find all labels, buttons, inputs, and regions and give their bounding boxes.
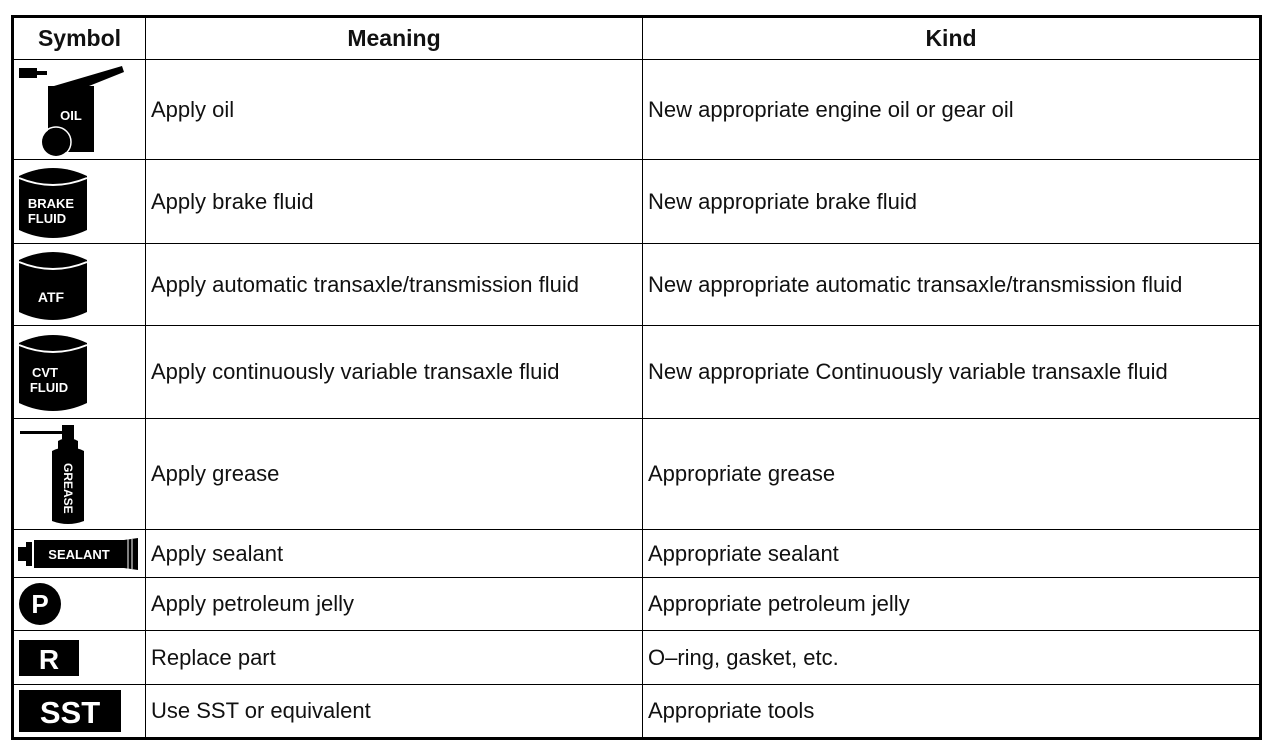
svg-text:P: P	[31, 589, 49, 619]
svg-text:CVT: CVT	[32, 365, 58, 380]
meaning-cell: Apply oil	[146, 60, 643, 160]
svg-text:ATF: ATF	[37, 288, 65, 305]
table-row	[13, 685, 1261, 739]
meaning-cell: Apply sealant	[146, 530, 643, 578]
table-row	[13, 631, 1261, 685]
svg-text:R: R	[38, 643, 60, 675]
kind-cell: Appropriate petroleum jelly	[643, 578, 1261, 631]
kind-cell: Appropriate grease	[643, 419, 1261, 530]
meaning-cell: Apply grease	[146, 419, 643, 530]
grease-spray-can-icon	[18, 421, 98, 527]
symbol-table	[11, 15, 1262, 740]
header-kind: Kind	[643, 17, 1261, 60]
symbol-cell	[13, 60, 146, 160]
replace-part-icon	[19, 638, 83, 678]
kind-cell: New appropriate automatic transaxle/transmission fluid	[643, 244, 1261, 326]
symbol-cell	[13, 419, 146, 530]
symbol-cell	[13, 578, 146, 631]
svg-text:FLUID: FLUID	[29, 380, 69, 395]
kind-cell: New appropriate brake fluid	[643, 160, 1261, 244]
symbol-cell	[13, 685, 146, 739]
svg-text:BRAKE: BRAKE	[27, 195, 75, 211]
meaning-cell: Apply brake fluid	[146, 160, 643, 244]
symbol-cell	[13, 530, 146, 578]
sealant-tube-icon	[18, 535, 142, 573]
cvt-fluid-can-icon	[17, 329, 89, 415]
kind-cell: Appropriate tools	[643, 685, 1261, 739]
table-row	[13, 530, 1261, 578]
oil-can-icon	[18, 62, 128, 158]
svg-text:OIL: OIL	[60, 107, 82, 123]
symbol-cell	[13, 244, 146, 326]
header-meaning: Meaning	[146, 17, 643, 60]
symbol-cell	[13, 160, 146, 244]
table-row	[13, 326, 1261, 419]
sst-icon	[19, 689, 123, 733]
symbol-cell	[13, 326, 146, 419]
kind-cell: Appropriate sealant	[643, 530, 1261, 578]
svg-text:GREASE: GREASE	[61, 463, 75, 514]
atf-can-icon	[17, 246, 89, 324]
table-row	[13, 160, 1261, 244]
meaning-cell: Apply automatic transaxle/transmission fluid	[146, 244, 643, 326]
meaning-cell: Replace part	[146, 631, 643, 685]
svg-text:SST: SST	[39, 695, 101, 730]
kind-cell: O–ring, gasket, etc.	[643, 631, 1261, 685]
kind-cell: New appropriate Continuously variable transaxle fluid	[643, 326, 1261, 419]
svg-text:SEALANT: SEALANT	[48, 546, 110, 562]
meaning-cell: Use SST or equivalent	[146, 685, 643, 739]
svg-text:FLUID: FLUID	[27, 210, 67, 226]
table-row	[13, 244, 1261, 326]
brake-fluid-can-icon	[17, 162, 89, 242]
symbol-cell	[13, 631, 146, 685]
table-row	[13, 578, 1261, 631]
header-row	[13, 17, 1261, 60]
meaning-cell: Apply petroleum jelly	[146, 578, 643, 631]
header-symbol: Symbol	[13, 17, 146, 60]
meaning-cell: Apply continuously variable transaxle fluid	[146, 326, 643, 419]
table-row	[13, 60, 1261, 160]
table-row	[13, 419, 1261, 530]
petroleum-jelly-icon	[18, 581, 64, 627]
kind-cell: New appropriate engine oil or gear oil	[643, 60, 1261, 160]
